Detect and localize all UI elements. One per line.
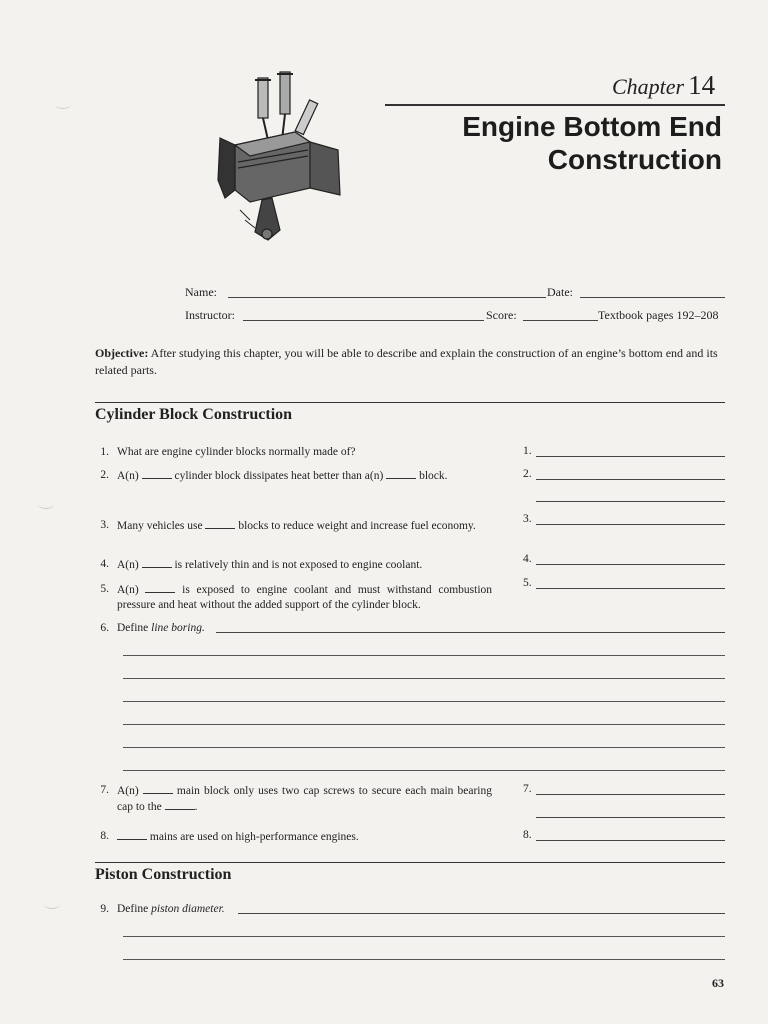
blank xyxy=(117,829,147,840)
question-text: What are engine cylinder blocks normally made of? xyxy=(117,446,356,458)
chapter-number: 14 xyxy=(688,70,716,100)
answer-field-2a[interactable] xyxy=(536,479,725,480)
question-number: 9. xyxy=(100,903,109,915)
answer-label-7: 7. xyxy=(523,783,532,795)
title-line-1: Engine Bottom End xyxy=(462,111,722,142)
answer-label-8: 8. xyxy=(523,829,532,841)
engine-illustration xyxy=(210,70,360,245)
question-text-a: Define xyxy=(117,903,149,915)
answer-field-9[interactable] xyxy=(238,913,725,914)
term: line boring. xyxy=(151,622,205,634)
answer-label-5: 5. xyxy=(523,577,532,589)
answer-field-7a[interactable] xyxy=(536,794,725,795)
question-number: 8. xyxy=(100,830,109,842)
hole-punch-mark xyxy=(44,900,60,909)
answer-label-4: 4. xyxy=(523,553,532,565)
question-text-b: is relatively thin and is not exposed to engine coolant. xyxy=(174,559,423,571)
score-label: Score: xyxy=(486,308,517,322)
question-number: 3. xyxy=(100,519,109,531)
answer-field-1[interactable] xyxy=(536,456,725,457)
question-text-b: main block only uses two cap screws to secure each main bearing cap to the xyxy=(117,785,493,813)
writing-line[interactable] xyxy=(123,936,725,937)
question-number: 4. xyxy=(100,558,109,570)
blank xyxy=(205,518,235,529)
date-field[interactable] xyxy=(580,297,725,298)
section-title-cylinder-block: Cylinder Block Construction xyxy=(95,406,293,423)
question-text-a: Many vehicles use xyxy=(117,520,203,532)
question-number: 1. xyxy=(100,446,109,458)
question-number: 6. xyxy=(100,622,109,634)
term: piston diameter. xyxy=(151,903,225,915)
date-label: Date: xyxy=(547,285,573,299)
answer-field-3[interactable] xyxy=(536,524,725,525)
title-line-2: Construction xyxy=(547,144,722,175)
question-text-b: is exposed to engine coolant and must withstand combustion pressure and heat without the added support of the cylinder block. xyxy=(117,584,493,611)
name-label: Name: xyxy=(185,285,217,299)
section-divider xyxy=(95,862,725,863)
name-field[interactable] xyxy=(228,297,546,298)
blank xyxy=(145,582,175,593)
answer-field-5[interactable] xyxy=(536,588,725,589)
question-text-a: A(n) xyxy=(117,785,139,797)
instructor-field[interactable] xyxy=(243,320,484,321)
answer-field-8[interactable] xyxy=(536,840,725,841)
question-text-a: A(n) xyxy=(117,470,139,482)
objective-label: Objective: xyxy=(95,346,149,360)
question-number: 2. xyxy=(100,469,109,481)
writing-line[interactable] xyxy=(123,678,725,679)
answer-label-2: 2. xyxy=(523,468,532,480)
blank xyxy=(386,468,416,479)
blank xyxy=(165,799,195,810)
writing-line[interactable] xyxy=(123,747,725,748)
page-title xyxy=(462,110,722,176)
answer-field-4[interactable] xyxy=(536,564,725,565)
objective-text: After studying this chapter, you will be able to describe and explain the construction of an engine’s bottom end and its related parts. xyxy=(95,346,718,377)
question-text-b: mains are used on high-performance engines. xyxy=(149,831,359,843)
page-number: 63 xyxy=(712,976,724,990)
score-field[interactable] xyxy=(523,320,598,321)
question-text-b: blocks to reduce weight and increase fuel economy. xyxy=(238,520,476,532)
question-number: 7. xyxy=(100,784,109,796)
question-text-a: A(n) xyxy=(117,584,139,596)
chapter-word: Chapter xyxy=(612,74,685,99)
question-number: 5. xyxy=(100,583,109,595)
writing-line[interactable] xyxy=(123,959,725,960)
question-text-c: block. xyxy=(419,470,448,482)
writing-line[interactable] xyxy=(123,770,725,771)
section-title-piston: Piston Construction xyxy=(95,866,232,883)
question-text-a: Define xyxy=(117,622,149,634)
blank xyxy=(143,783,173,794)
answer-field-2b[interactable] xyxy=(536,501,725,502)
chapter-divider xyxy=(385,104,725,106)
answer-label-1: 1. xyxy=(523,445,532,457)
writing-line[interactable] xyxy=(123,655,725,656)
instructor-label: Instructor: xyxy=(185,308,235,322)
chapter-label xyxy=(612,70,715,101)
answer-field-7b[interactable] xyxy=(536,817,725,818)
writing-line[interactable] xyxy=(123,701,725,702)
answer-field-6[interactable] xyxy=(216,632,725,633)
blank xyxy=(142,468,172,479)
objective xyxy=(95,345,727,379)
answer-label-3: 3. xyxy=(523,513,532,525)
textbook-pages: Textbook pages 192–208 xyxy=(598,308,719,322)
blank xyxy=(142,557,172,568)
question-text-b: cylinder block dissipates heat better than a(n) xyxy=(174,470,384,482)
writing-line[interactable] xyxy=(123,724,725,725)
question-text-c: . xyxy=(194,801,198,813)
question-text-a: A(n) xyxy=(117,559,139,571)
hole-punch-mark xyxy=(38,500,54,509)
hole-punch-mark xyxy=(55,100,71,109)
section-divider xyxy=(95,402,725,403)
